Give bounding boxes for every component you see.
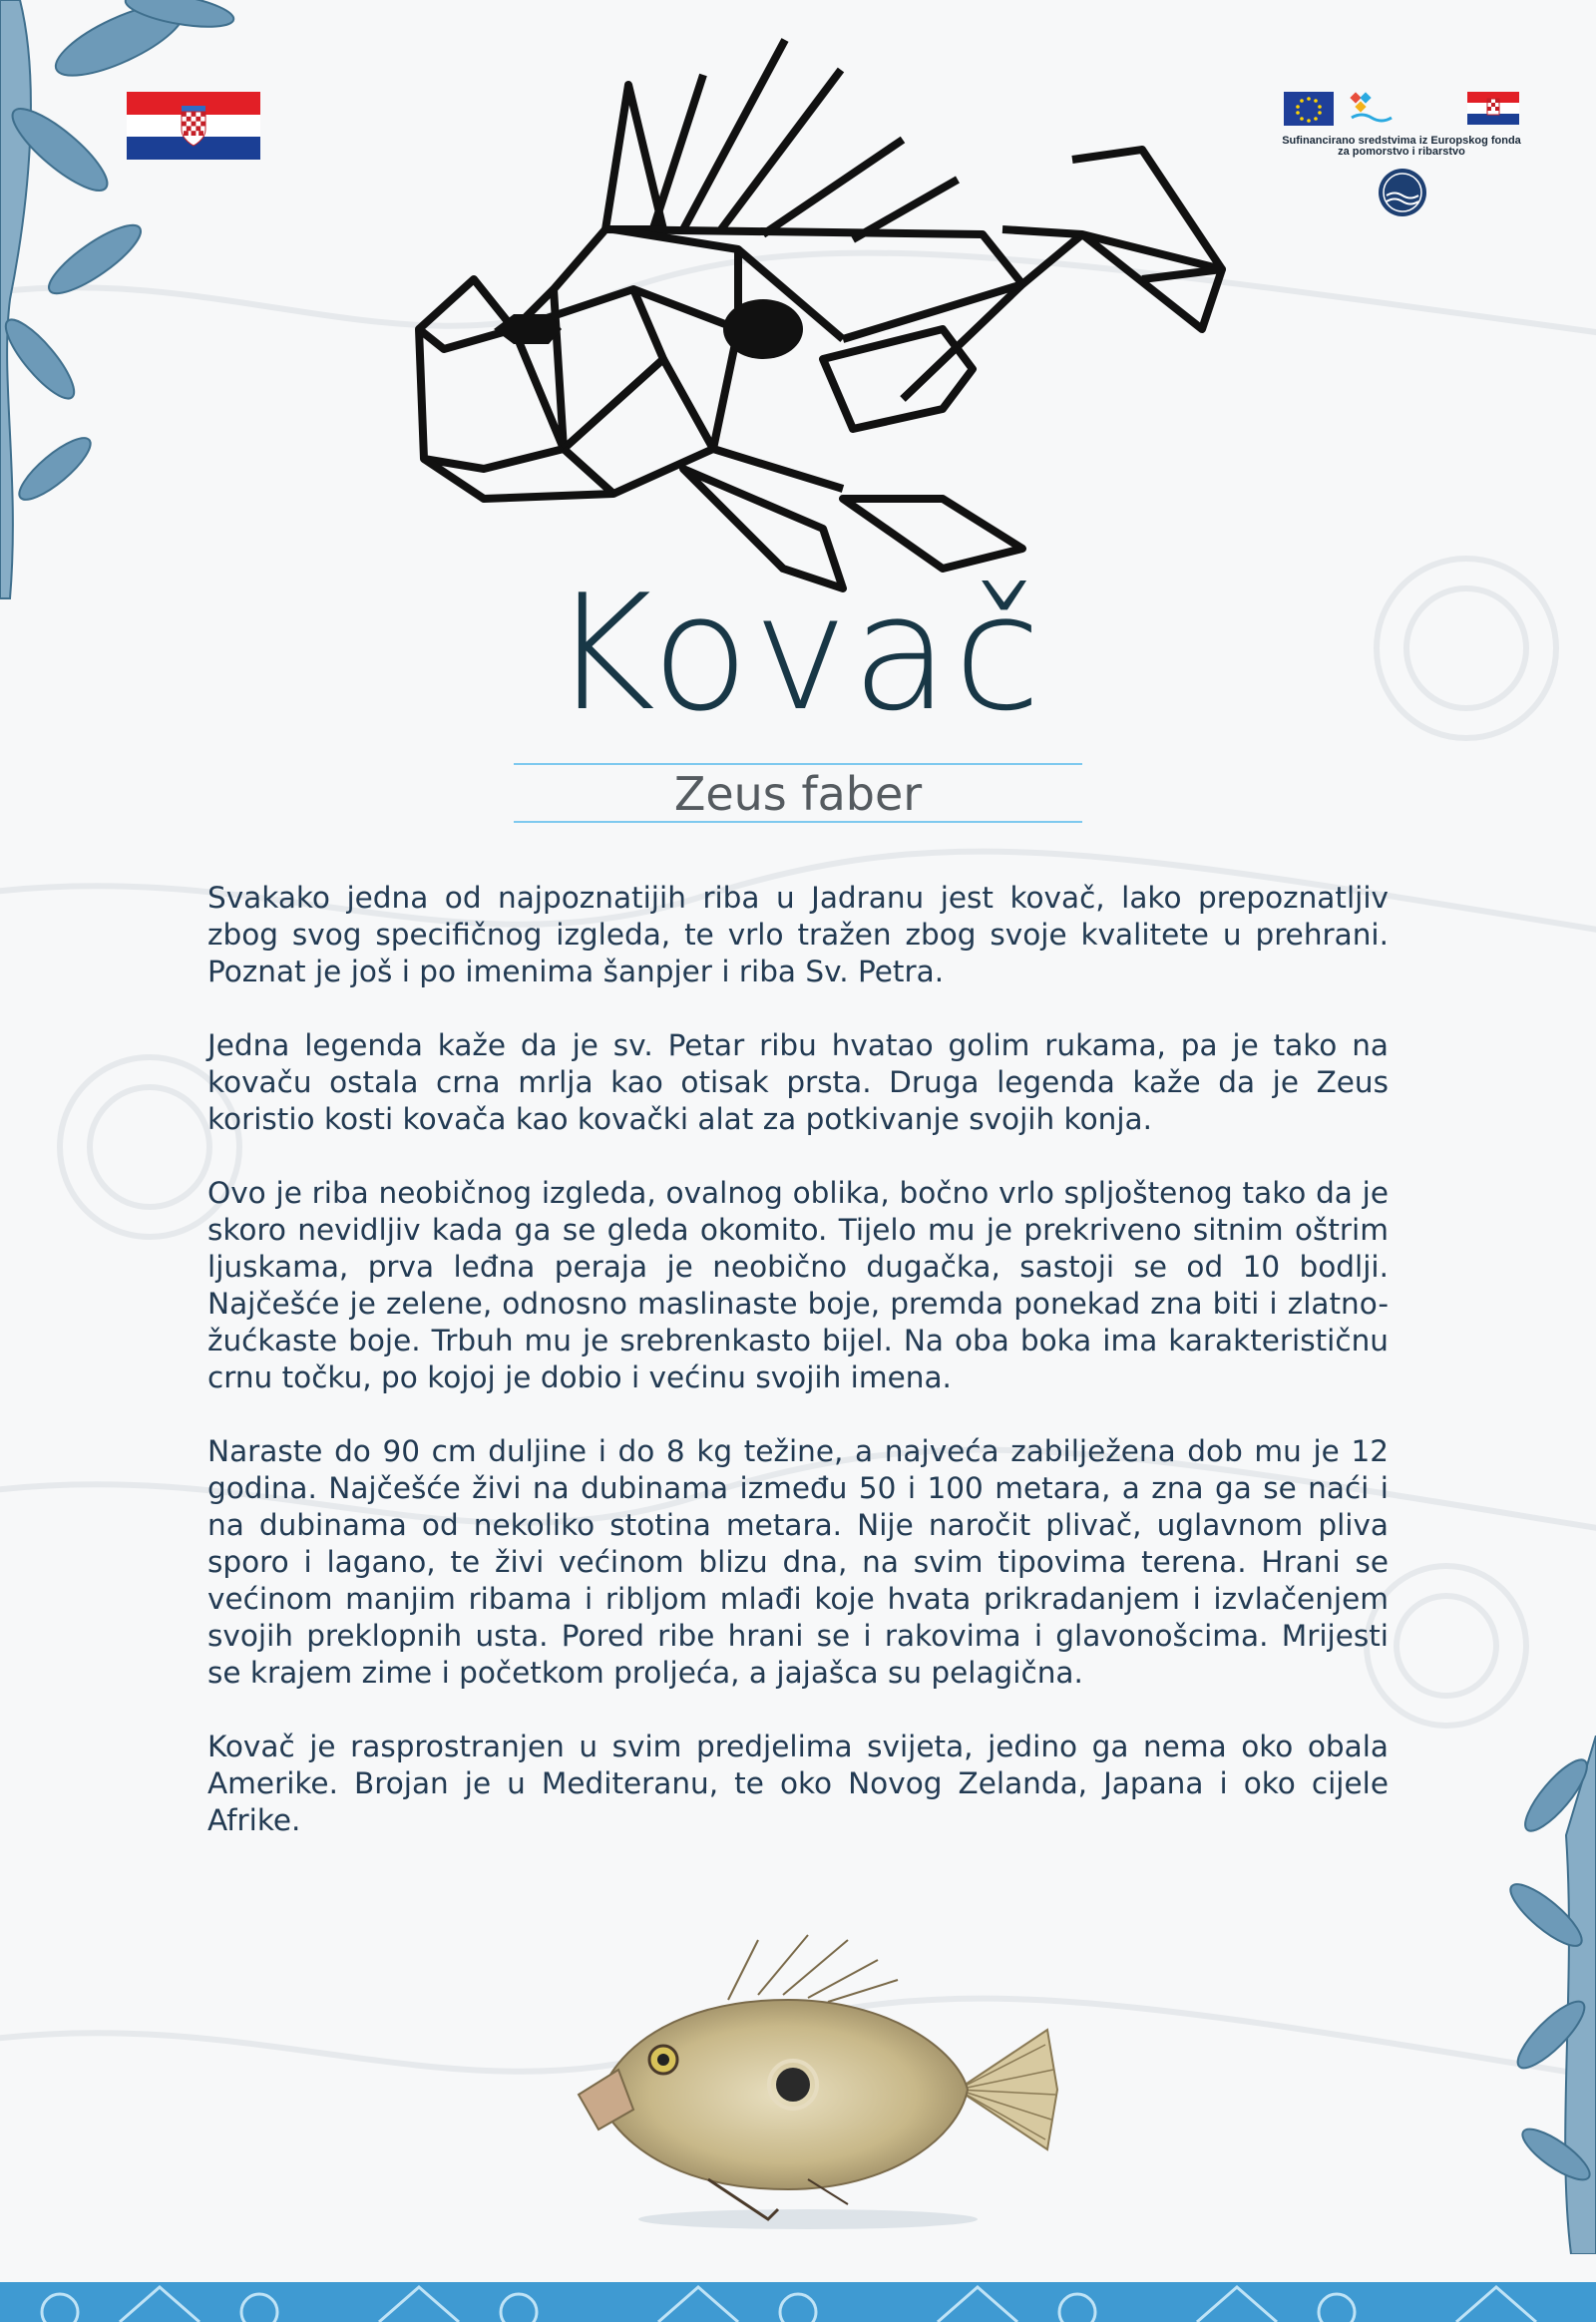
croatia-flag-small-icon	[1467, 92, 1519, 125]
eu-flag-icon	[1284, 92, 1334, 126]
paragraph-biology: Naraste do 90 cm duljine i do 8 kg težine, a najveća zabilježena dob mu je 12 godina. Najčešće živi na dubinama između 50 i 100 metara, a zna ga se naći i na dubinama od nekoliko stotina metara. Nije naročit plivač, uglavnom pliva sporo i lagano, te živi većinom blizu dna, na svim tipovima terena. Hrani se većinom manjim ribama i ribljom mlađi koje hvata prikradanjem i izvlačenjem svojih preklopnih usta. Pored ribe hrani se i rakovima i glavonošcima. Mrijesti se krajem zime i početkom proljeća, a jajašca su pelagična.	[207, 1434, 1389, 1690]
lagur-logo-icon	[1379, 169, 1426, 216]
article-body	[207, 880, 1389, 1876]
footer-pattern-band	[0, 2282, 1596, 2322]
seaweed-leaves-bottom-right	[1476, 1736, 1596, 2254]
sponsor-caption	[1282, 136, 1521, 158]
sponsor-logos	[1282, 90, 1521, 229]
sponsor-caption-line2: za pomorstvo i ribarstvo	[1338, 146, 1465, 158]
paragraph-distribution: Kovač je rasprostranjen u svim predjelima svijeta, jedino ga nema oko obala Amerike. Brojan je u Mediteranu, te oko Novog Zelanda, Japana i oko cijele Afrike.	[207, 1730, 1389, 1837]
geometric-fish-illustration	[384, 30, 1232, 598]
sponsor-caption-line1: Sufinancirano sredstvima iz Europskog fonda	[1282, 135, 1521, 147]
page-title: Kovač	[551, 560, 1045, 746]
title-rule-bottom	[514, 821, 1082, 823]
john-dory-photo	[559, 1920, 1077, 2239]
title-rule-top	[514, 763, 1082, 765]
paragraph-legend: Jedna legenda kaže da je sv. Petar ribu hvatao golim rukama, pa je tako na kovaču ostala crna mrlja kao otisak prsta. Druga legenda kaže da je Zeus koristio kosti kovača kao kovački alat za potkivanje svojih konja.	[207, 1028, 1389, 1136]
scientific-name: Zeus faber	[673, 767, 923, 821]
paragraph-appearance: Ovo je riba neobičnog izgleda, ovalnog oblika, bočno vrlo spljoštenog tako da je skoro nevidljiv kada ga se gleda okomito. Tijelo mu je prekriveno sitnim oštrim ljuskama, prva leđna peraja je neobično dugačka, sastoji se od 10 bodlji. Najčešće je zelene, odnosno maslinaste boje, premda ponekad zna biti i zlatno-žućkaste boje. Trbuh mu je srebrenkasto bijel. Na oba boka ima karakterističnu crnu točku, po kojoj je dobio i većinu svojih imena.	[207, 1176, 1389, 1394]
program-logo-icon	[1350, 92, 1392, 121]
croatia-flag-icon	[127, 92, 260, 160]
paragraph-intro: Svakako jedna od najpoznatijih riba u Jadranu jest kovač, lako prepoznatljiv zbog svog specifičnog izgleda, te vrlo tražen zbog svoje kvalitete u prehrani. Poznat je još i po imenima šanpjer i riba Sv. Petra.	[207, 881, 1389, 988]
